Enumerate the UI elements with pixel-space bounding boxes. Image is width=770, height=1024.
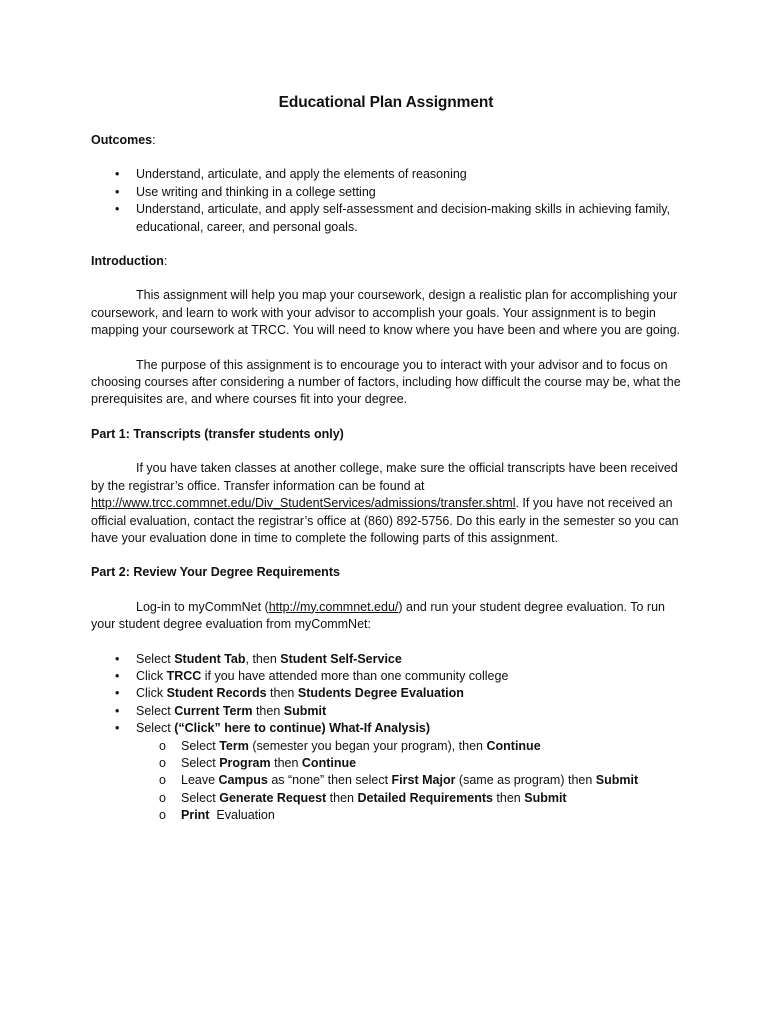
substep-text: Select: [181, 738, 220, 753]
substep-bold: Generate Request: [219, 790, 327, 805]
list-item: [91, 807, 681, 824]
step-text: Click: [136, 686, 167, 701]
bullet-icon: •: [115, 651, 120, 666]
document-page: [91, 92, 681, 825]
substep-text: Select: [181, 755, 220, 770]
substep-text: then: [492, 790, 525, 805]
list-item: [91, 772, 681, 789]
part1-text-before: If you have taken classes at another college, make sure the official transcripts have been received by the registrar’s office. Transfer information can be found at: [91, 461, 678, 493]
bullet-icon: •: [115, 202, 120, 217]
step-bold: TRCC: [166, 668, 202, 683]
substep-text: as “none” then select: [267, 773, 392, 788]
circle-bullet-icon: o: [159, 790, 166, 805]
list-item: [91, 703, 681, 720]
substep-bold: Program: [219, 755, 271, 770]
outcome-text: Use writing and thinking in a college setting: [136, 184, 376, 199]
outcomes-heading-colon: :: [152, 133, 156, 147]
introduction-heading: [91, 253, 681, 270]
bullet-icon: •: [115, 703, 120, 718]
list-item: [91, 668, 681, 685]
substep-text: Evaluation: [209, 808, 275, 823]
substep-bold: Submit: [595, 773, 639, 788]
step-bold: Student Self-Service: [280, 651, 402, 666]
step-text: Select: [136, 721, 175, 736]
substep-bold: Continue: [486, 738, 541, 753]
list-item: [91, 790, 681, 807]
step-text: then: [252, 703, 284, 718]
bullet-icon: •: [115, 721, 120, 736]
step-bold: (“Click” here to continue) What-If Analysis): [174, 721, 431, 736]
step-text: Click: [136, 668, 167, 683]
substep-bold: Campus: [218, 773, 268, 788]
outcomes-list: [91, 166, 681, 236]
substep-bold: Print: [181, 808, 210, 823]
substep-text: then: [270, 755, 302, 770]
outcome-text: Understand, articulate, and apply self-assessment and decision-making skills in achieving family, educational, career, and personal goals.: [136, 202, 671, 234]
step-text: Select: [136, 651, 175, 666]
outcomes-heading: [91, 132, 681, 149]
mycommnet-link[interactable]: http://my.commnet.edu/: [268, 599, 399, 614]
part2-intro-before: Log-in to myCommNet (: [136, 599, 269, 614]
bullet-icon: •: [115, 184, 120, 199]
circle-bullet-icon: o: [159, 738, 166, 753]
bullet-icon: •: [115, 686, 120, 701]
transfer-info-link[interactable]: http://www.trcc.commnet.edu/Div_StudentServices/admissions/transfer.shtml: [91, 496, 516, 511]
list-item: [91, 738, 681, 755]
outcome-text: Understand, articulate, and apply the elements of reasoning: [136, 167, 467, 182]
list-item: [91, 201, 681, 236]
step-bold: Submit: [283, 703, 327, 718]
step-text: Select: [136, 703, 175, 718]
introduction-heading-colon: :: [163, 254, 168, 269]
substep-bold: First Major: [391, 773, 456, 788]
step-bold: Student Records: [166, 686, 267, 701]
substep-text: then: [326, 790, 358, 805]
part2-intro-after: ) and run your student degree evaluation. To run your student degree evaluation from myCommNet:: [91, 599, 665, 632]
step-bold: Student Tab: [174, 651, 246, 666]
introduction-paragraph-2: The purpose of this assignment is to encourage you to interact with your advisor and to focus on choosing courses after considering a number of factors, including how difficult the course may be, what the prerequisites are, and where courses fit into your degree.: [91, 357, 681, 407]
bullet-icon: •: [115, 167, 120, 182]
part2-intro-paragraph: [91, 599, 681, 634]
part1-paragraph: [91, 460, 681, 547]
list-item: [91, 685, 681, 702]
circle-bullet-icon: o: [159, 755, 166, 770]
list-item: [91, 651, 681, 668]
part2-heading: [91, 564, 681, 581]
degree-steps-list: [91, 651, 681, 825]
circle-bullet-icon: o: [159, 808, 166, 823]
step-bold: Students Degree Evaluation: [297, 686, 464, 701]
list-item: [91, 184, 681, 201]
step-text: , then: [245, 651, 281, 666]
circle-bullet-icon: o: [159, 773, 166, 788]
substep-text: (same as program) then: [455, 773, 596, 788]
outcomes-heading-text: Outcomes: [91, 133, 153, 147]
substep-bold: Term: [219, 738, 249, 753]
what-if-substeps-list: [91, 738, 681, 825]
substep-bold: Detailed Requirements: [357, 790, 493, 805]
introduction-heading-text: Introduction: [91, 254, 164, 269]
substep-text: (semester you began your program), then: [248, 738, 487, 753]
part2-heading-text: Part 2: Review Your Degree Requirements: [91, 565, 340, 580]
substep-text: Leave: [181, 773, 219, 788]
list-item: [91, 720, 681, 824]
part1-heading-text: Part 1: Transcripts (transfer students only): [91, 426, 344, 441]
part1-text-after: . If you have not received an official evaluation, contact the registrar’s office at (860) 892-5756. Do this early in the semester so you can have your evaluation done in time to complete the following parts of this assignment.: [91, 496, 679, 545]
step-text: if you have attended more than one community college: [201, 668, 509, 683]
substep-bold: Continue: [301, 755, 357, 770]
list-item: [91, 755, 681, 772]
list-item: [91, 166, 681, 183]
step-text: then: [266, 686, 298, 701]
introduction-paragraph-1: This assignment will help you map your coursework, design a realistic plan for accomplishing your coursework, and learn to work with your advisor to accomplish your goals. Your assignment is to begin mapping your coursework at TRCC. You will need to know where you have been and where you are going.: [91, 288, 681, 338]
step-bold: Current Term: [174, 703, 253, 718]
substep-text: Select: [181, 790, 220, 805]
part1-heading: [91, 426, 681, 443]
substep-bold: Submit: [524, 790, 567, 805]
document-title: Educational Plan Assignment: [278, 94, 494, 111]
bullet-icon: •: [115, 668, 120, 683]
